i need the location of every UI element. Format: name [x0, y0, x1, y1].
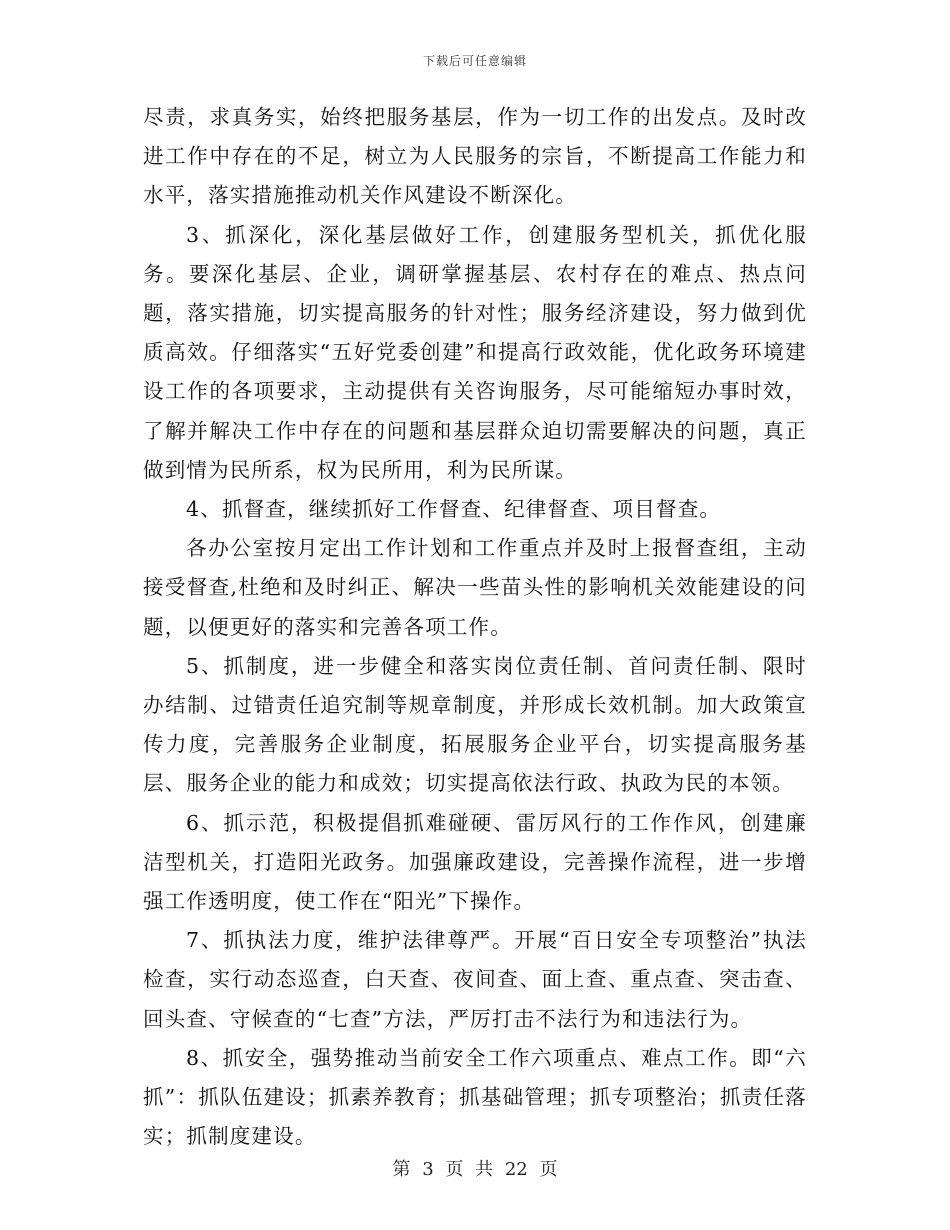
paragraph-item-5: 5、抓制度，进一步健全和落实岗位责任制、首问责任制、限时办结制、过错责任追究制等规章制度，并形成长效机制。加大政策宣传力度，完善服务企业制度，拓展服务企业平台，切实提高服务基层、服务企业的能力和成效；切实提高依法行政、执政为民的本领。: [143, 653, 807, 796]
paragraph-item-4-detail: 各办公室按月定出工作计划和工作重点并及时上报督查组，主动接受督查,杜绝和及时纠正、解决一些苗头性的影响机关效能建设的问题，以便更好的落实和完善各项工作。: [143, 536, 807, 639]
paragraph-item-4: 4、抓督查，继续抓好工作督查、纪律督查、项目督查。: [186, 497, 722, 522]
paragraph-item-6: 6、抓示范，积极提倡抓难碰硬、雷厉风行的工作作风，创建廉洁型机关，打造阳光政务。加强廉政建设，完善操作流程，进一步增强工作透明度，使工作在“阳光”下操作。: [143, 810, 807, 914]
page-number-footer: 第 3 页 共 22 页: [392, 1159, 558, 1180]
paragraph-item-8: 8、抓安全，强势推动当前安全工作六项重点、难点工作。即“六抓”：抓队伍建设；抓素养教育；抓基础管理；抓专项整治；抓责任落实；抓制度建设。: [143, 1045, 807, 1149]
page-header: 下载后可任意编辑: [422, 54, 527, 68]
paragraph-continuation: 尽责，求真务实，始终把服务基层，作为一切工作的出发点。及时改进工作中存在的不足，树立为人民服务的宗旨，不断提高工作能力和水平，落实措施推动机关作风建设不断深化。: [143, 105, 807, 208]
document-body: [143, 98, 807, 1156]
paragraph-item-3: 3、抓深化，深化基层做好工作，创建服务型机关，抓优化服务。要深化基层、企业，调研掌握基层、农村存在的难点、热点问题，落实措施，切实提高服务的针对性；服务经济建设，努力做到优质高效。仔细落实“五好党委创建”和提高行政效能，优化政务环境建设工作的各项要求，主动提供有关咨询服务，尽可能缩短办事时效，了解并解决工作中存在的问题和基层群众迫切需要解决的问题，真正做到情为民所系，权为民所用，利为民所谋。: [143, 222, 807, 482]
paragraph-item-7: 7、抓执法力度，维护法律尊严。开展“百日安全专项整治”执法检查，实行动态巡查，白天查、夜间查、面上查、重点查、突击查、回头查、守候查的“七查”方法，严厉打击不法行为和违法行为。: [143, 928, 807, 1031]
